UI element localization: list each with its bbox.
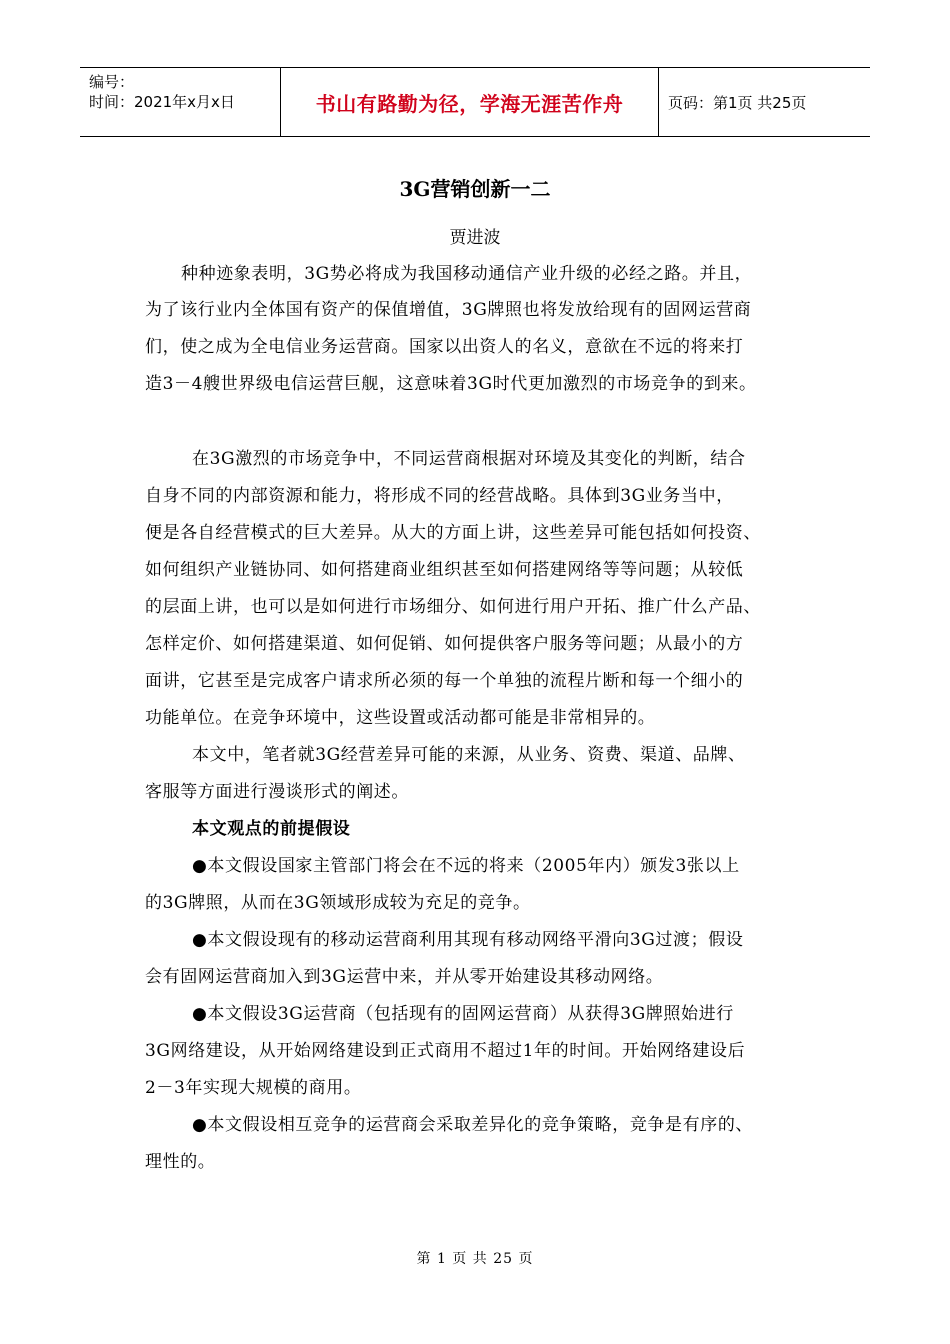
text-line: 的3G牌照，从而在3G领域形成较为充足的竞争。 (145, 893, 531, 913)
bullet-line: ●本文假设国家主管部门将会在不远的将来（2005年内）颁发3张以上 (192, 856, 740, 876)
text-line: 怎样定价、如何搭建渠道、如何促销、如何提供客户服务等问题；从最小的方 (145, 634, 744, 654)
text-line: 在3G激烈的市场竞争中，不同运营商根据对环境及其变化的判断，结合 (192, 449, 746, 469)
section-heading: 本文观点的前提假设 (192, 819, 351, 839)
document-title: 3G营销创新一二 (399, 177, 551, 201)
page-header (80, 67, 870, 137)
text-line: 如何组织产业链协同、如何搭建商业组织甚至如何搭建网络等等问题；从较低 (145, 560, 744, 580)
text-line: 种种迹象表明，3G势必将成为我国移动通信产业升级的必经之路。并且， (181, 264, 753, 284)
date-label: 时间：2021年x月x日 (89, 93, 235, 111)
text-line: 自身不同的内部资源和能力，将形成不同的经营战略。具体到3G业务当中， (145, 486, 734, 506)
page-footer: 第 1 页 共 25 页 (416, 1251, 534, 1267)
bullet-line: ●本文假设3G运营商（包括现有的固网运营商）从获得3G牌照始进行 (192, 1004, 734, 1024)
header-meta (80, 68, 280, 136)
text-line: 会有固网运营商加入到3G运营中来，并从零开始建设其移动网络。 (145, 967, 664, 987)
header-motto: 书山有路勤为径，学海无涯苦作舟 (280, 68, 659, 136)
text-line: 功能单位。在竞争环境中，这些设置或活动都可能是非常相异的。 (145, 708, 656, 728)
text-line: 3G网络建设，从开始网络建设到正式商用不超过1年的时间。开始网络建设后 (145, 1041, 746, 1061)
number-label: 编号： (89, 73, 135, 91)
bullet-line: ●本文假设现有的移动运营商利用其现有移动网络平滑向3G过渡；假设 (192, 930, 744, 950)
text-line: 为了该行业内全体国有资产的保值增值，3G牌照也将发放给现有的固网运营商 (145, 300, 752, 320)
text-line: 客服等方面进行漫谈形式的阐述。 (145, 782, 409, 802)
text-line: 面讲，它甚至是完成客户请求所必须的每一个单独的流程片断和每一个细小的 (145, 671, 744, 691)
text-line: 便是各自经营模式的巨大差异。从大的方面上讲，这些差异可能包括如何投资、 (145, 523, 761, 543)
bullet-line: ●本文假设相互竞争的运营商会采取差异化的竞争策略，竞争是有序的、 (192, 1115, 754, 1135)
text-line: 理性的。 (145, 1152, 216, 1172)
text-line: 造3－4艘世界级电信运营巨舰，这意味着3G时代更加激烈的市场竞争的到来。 (145, 374, 757, 394)
document-author: 贾进波 (449, 228, 501, 248)
text-line: 2－3年实现大规模的商用。 (145, 1078, 362, 1098)
text-line: 的层面上讲，也可以是如何进行市场细分、如何进行用户开拓、推广什么产品、 (145, 597, 761, 617)
text-line: 本文中，笔者就3G经营差异可能的来源，从业务、资费、渠道、品牌、 (192, 745, 746, 765)
text-line: 们，使之成为全电信业务运营商。国家以出资人的名义，意欲在不远的将来打 (145, 337, 744, 357)
header-page-info: 页码：第1页 共25页 (668, 93, 807, 112)
